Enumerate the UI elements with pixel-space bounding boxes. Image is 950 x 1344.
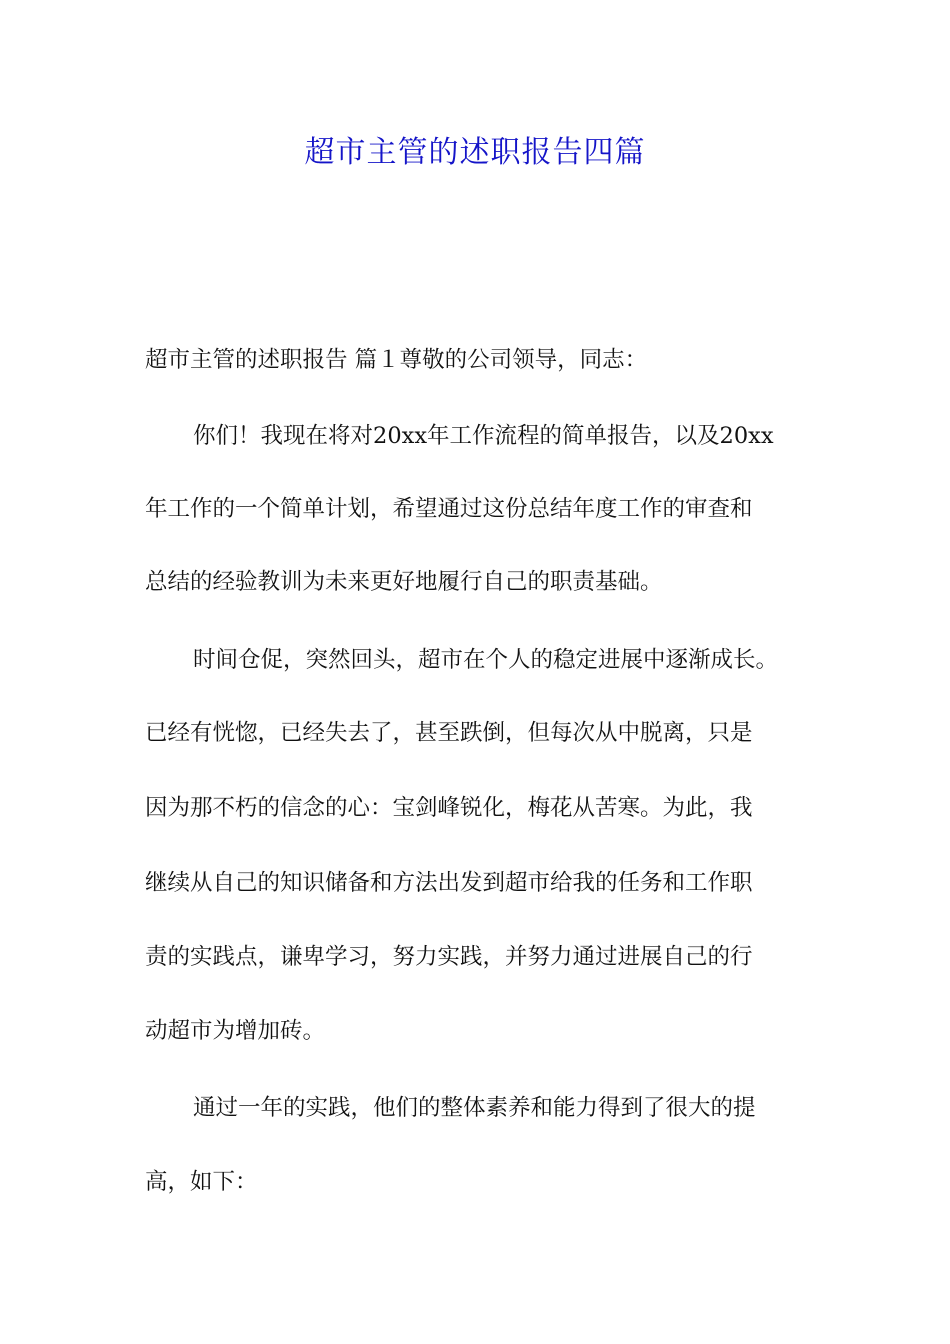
document-title: 超市主管的述职报告四篇 — [304, 135, 646, 170]
text-line: 总结的经验教训为未来更好地履行自己的职责基础。 — [145, 569, 663, 595]
text-line: 时间仓促，突然回头，超市在个人的稳定进展中逐渐成长。 — [193, 647, 779, 673]
text-line: 已经有恍惚，已经失去了，甚至跌倒，但每次从中脱离，只是 — [145, 720, 753, 746]
text-line: 高，如下： — [145, 1169, 258, 1195]
text-line: 超市主管的述职报告 篇１尊敬的公司领导，同志： — [145, 347, 648, 373]
text-line: 因为那不朽的信念的心：宝剑峰锐化，梅花从苦寒。为此，我 — [145, 795, 753, 821]
text-line: 继续从自己的知识储备和方法出发到超市给我的任务和工作职 — [145, 870, 753, 896]
text-line: 通过一年的实践，他们的整体素养和能力得到了很大的提 — [193, 1095, 756, 1121]
text-line: 年工作的一个简单计划，希望通过这份总结年度工作的审查和 — [145, 496, 753, 522]
text-line: 你们！我现在将对20xx年工作流程的简单报告，以及20xx — [193, 423, 774, 449]
text-line: 动超市为增加砖。 — [145, 1018, 326, 1044]
text-line: 责的实践点，谦卑学习，努力实践，并努力通过进展自己的行 — [145, 944, 753, 970]
